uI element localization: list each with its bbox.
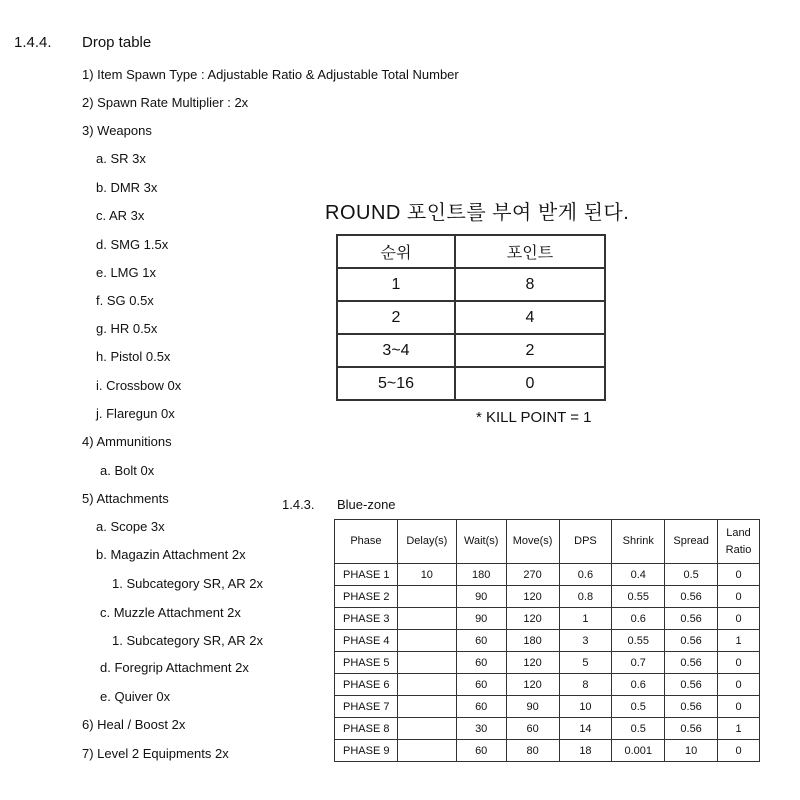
table-row bbox=[335, 586, 760, 608]
table-row bbox=[337, 367, 605, 400]
delay-cell bbox=[397, 630, 456, 652]
spread-cell: 0.56 bbox=[665, 718, 718, 740]
spread-cell: 0.56 bbox=[665, 586, 718, 608]
spread-cell: 0.56 bbox=[665, 696, 718, 718]
shrink-cell: 0.5 bbox=[612, 696, 665, 718]
points-cell: 2 bbox=[455, 334, 605, 367]
shrink-cell: 0.5 bbox=[612, 718, 665, 740]
list-item: 7) Level 2 Equipments 2x bbox=[82, 746, 229, 761]
table-row bbox=[335, 630, 760, 652]
spread-cell: 0.5 bbox=[665, 564, 718, 586]
land-ratio-cell: 0 bbox=[718, 564, 760, 586]
shrink-cell: 0.7 bbox=[612, 652, 665, 674]
shrink-cell: 0.6 bbox=[612, 674, 665, 696]
list-item: f. SG 0.5x bbox=[96, 293, 154, 308]
list-item: 5) Attachments bbox=[82, 491, 169, 506]
phase-cell: PHASE 2 bbox=[335, 586, 398, 608]
list-item: c. Muzzle Attachment 2x bbox=[100, 605, 241, 620]
table-row bbox=[335, 740, 760, 762]
move-cell: 270 bbox=[506, 564, 559, 586]
phase-cell: PHASE 1 bbox=[335, 564, 398, 586]
phase-cell: PHASE 5 bbox=[335, 652, 398, 674]
points-cell: 4 bbox=[455, 301, 605, 334]
table-row bbox=[335, 674, 760, 696]
blue-zone-table bbox=[334, 519, 760, 762]
list-item: 3) Weapons bbox=[82, 123, 152, 138]
points-cell: 8 bbox=[455, 268, 605, 301]
list-item: h. Pistol 0.5x bbox=[96, 349, 171, 364]
table-row bbox=[335, 564, 760, 586]
wait-cell: 90 bbox=[456, 586, 506, 608]
dps-cell: 1 bbox=[559, 608, 612, 630]
round-points-title: ROUND 포인트를 부여 받게 된다. bbox=[325, 202, 630, 224]
shrink-cell: 0.55 bbox=[612, 586, 665, 608]
list-item: 1. Subcategory SR, AR 2x bbox=[112, 576, 264, 591]
list-item: b. Magazin Attachment 2x bbox=[96, 547, 246, 562]
kill-point-note: * KILL POINT = 1 bbox=[476, 409, 592, 426]
wait-cell: 60 bbox=[456, 696, 506, 718]
table-row bbox=[335, 652, 760, 674]
delay-cell: 10 bbox=[397, 564, 456, 586]
points-cell: 0 bbox=[455, 367, 605, 400]
list-item: 1. Subcategory SR, AR 2x bbox=[112, 633, 264, 648]
phase-cell: PHASE 9 bbox=[335, 740, 398, 762]
land-ratio-cell: 0 bbox=[718, 652, 760, 674]
header-points: 포인트 bbox=[455, 235, 605, 268]
table-header-row bbox=[337, 235, 605, 268]
list-item: a. Scope 3x bbox=[96, 519, 165, 534]
header-spread: Spread bbox=[665, 520, 718, 564]
shrink-cell: 0.4 bbox=[612, 564, 665, 586]
move-cell: 120 bbox=[506, 674, 559, 696]
phase-cell: PHASE 6 bbox=[335, 674, 398, 696]
land-ratio-cell: 1 bbox=[718, 718, 760, 740]
list-item: c. AR 3x bbox=[96, 208, 145, 223]
header-dps: DPS bbox=[559, 520, 612, 564]
header-phase: Phase bbox=[335, 520, 398, 564]
list-item: g. HR 0.5x bbox=[96, 321, 158, 336]
list-item: j. Flaregun 0x bbox=[96, 406, 175, 421]
land-ratio-cell: 1 bbox=[718, 630, 760, 652]
blue-zone-title: Blue-zone bbox=[337, 497, 396, 512]
rank-cell: 5~16 bbox=[337, 367, 455, 400]
land-ratio-cell: 0 bbox=[718, 740, 760, 762]
dps-cell: 10 bbox=[559, 696, 612, 718]
list-item: e. Quiver 0x bbox=[100, 689, 171, 704]
section-number: 1.4.4. bbox=[14, 34, 52, 51]
wait-cell: 30 bbox=[456, 718, 506, 740]
phase-cell: PHASE 7 bbox=[335, 696, 398, 718]
phase-cell: PHASE 4 bbox=[335, 630, 398, 652]
wait-cell: 180 bbox=[456, 564, 506, 586]
list-item: 4) Ammunitions bbox=[82, 434, 172, 449]
move-cell: 80 bbox=[506, 740, 559, 762]
wait-cell: 60 bbox=[456, 630, 506, 652]
dps-cell: 18 bbox=[559, 740, 612, 762]
spread-cell: 0.56 bbox=[665, 630, 718, 652]
list-item: 6) Heal / Boost 2x bbox=[82, 717, 186, 732]
land-ratio-cell: 0 bbox=[718, 696, 760, 718]
delay-cell bbox=[397, 586, 456, 608]
phase-cell: PHASE 8 bbox=[335, 718, 398, 740]
section-title: Drop table bbox=[82, 34, 152, 51]
table-row bbox=[335, 608, 760, 630]
delay-cell bbox=[397, 652, 456, 674]
land-ratio-cell: 0 bbox=[718, 586, 760, 608]
delay-cell bbox=[397, 674, 456, 696]
header-wait: Wait(s) bbox=[456, 520, 506, 564]
land-ratio-cell: 0 bbox=[718, 674, 760, 696]
dps-cell: 0.6 bbox=[559, 564, 612, 586]
delay-cell bbox=[397, 608, 456, 630]
list-item: 2) Spawn Rate Multiplier : 2x bbox=[82, 95, 249, 110]
list-item: i. Crossbow 0x bbox=[96, 378, 182, 393]
list-item: a. SR 3x bbox=[96, 151, 146, 166]
dps-cell: 0.8 bbox=[559, 586, 612, 608]
move-cell: 180 bbox=[506, 630, 559, 652]
rank-cell: 3~4 bbox=[337, 334, 455, 367]
dps-cell: 5 bbox=[559, 652, 612, 674]
dps-cell: 3 bbox=[559, 630, 612, 652]
wait-cell: 60 bbox=[456, 652, 506, 674]
shrink-cell: 0.001 bbox=[612, 740, 665, 762]
wait-cell: 90 bbox=[456, 608, 506, 630]
blue-zone-number: 1.4.3. bbox=[282, 497, 315, 512]
header-rank: 순위 bbox=[337, 235, 455, 268]
table-row bbox=[337, 268, 605, 301]
move-cell: 90 bbox=[506, 696, 559, 718]
rank-cell: 2 bbox=[337, 301, 455, 334]
land-ratio-cell: 0 bbox=[718, 608, 760, 630]
list-item: e. LMG 1x bbox=[96, 265, 156, 280]
move-cell: 120 bbox=[506, 608, 559, 630]
list-item: d. SMG 1.5x bbox=[96, 237, 169, 252]
shrink-cell: 0.55 bbox=[612, 630, 665, 652]
move-cell: 60 bbox=[506, 718, 559, 740]
header-delay: Delay(s) bbox=[397, 520, 456, 564]
list-item: d. Foregrip Attachment 2x bbox=[100, 660, 249, 675]
delay-cell bbox=[397, 740, 456, 762]
header-shrink: Shrink bbox=[612, 520, 665, 564]
table-row bbox=[337, 334, 605, 367]
dps-cell: 14 bbox=[559, 718, 612, 740]
list-item: b. DMR 3x bbox=[96, 180, 158, 195]
table-row bbox=[337, 301, 605, 334]
shrink-cell: 0.6 bbox=[612, 608, 665, 630]
list-item: a. Bolt 0x bbox=[100, 463, 155, 478]
table-row bbox=[335, 718, 760, 740]
spread-cell: 0.56 bbox=[665, 608, 718, 630]
spread-cell: 10 bbox=[665, 740, 718, 762]
header-move: Move(s) bbox=[506, 520, 559, 564]
wait-cell: 60 bbox=[456, 740, 506, 762]
delay-cell bbox=[397, 718, 456, 740]
dps-cell: 8 bbox=[559, 674, 612, 696]
list-item: 1) Item Spawn Type : Adjustable Ratio & Adjustable Total Number bbox=[82, 67, 459, 82]
delay-cell bbox=[397, 696, 456, 718]
round-points-table bbox=[336, 234, 606, 401]
phase-cell: PHASE 3 bbox=[335, 608, 398, 630]
move-cell: 120 bbox=[506, 652, 559, 674]
spread-cell: 0.56 bbox=[665, 674, 718, 696]
wait-cell: 60 bbox=[456, 674, 506, 696]
spread-cell: 0.56 bbox=[665, 652, 718, 674]
move-cell: 120 bbox=[506, 586, 559, 608]
table-row bbox=[335, 696, 760, 718]
table-header-row bbox=[335, 520, 760, 564]
header-land-ratio: Land Ratio bbox=[718, 520, 760, 564]
rank-cell: 1 bbox=[337, 268, 455, 301]
